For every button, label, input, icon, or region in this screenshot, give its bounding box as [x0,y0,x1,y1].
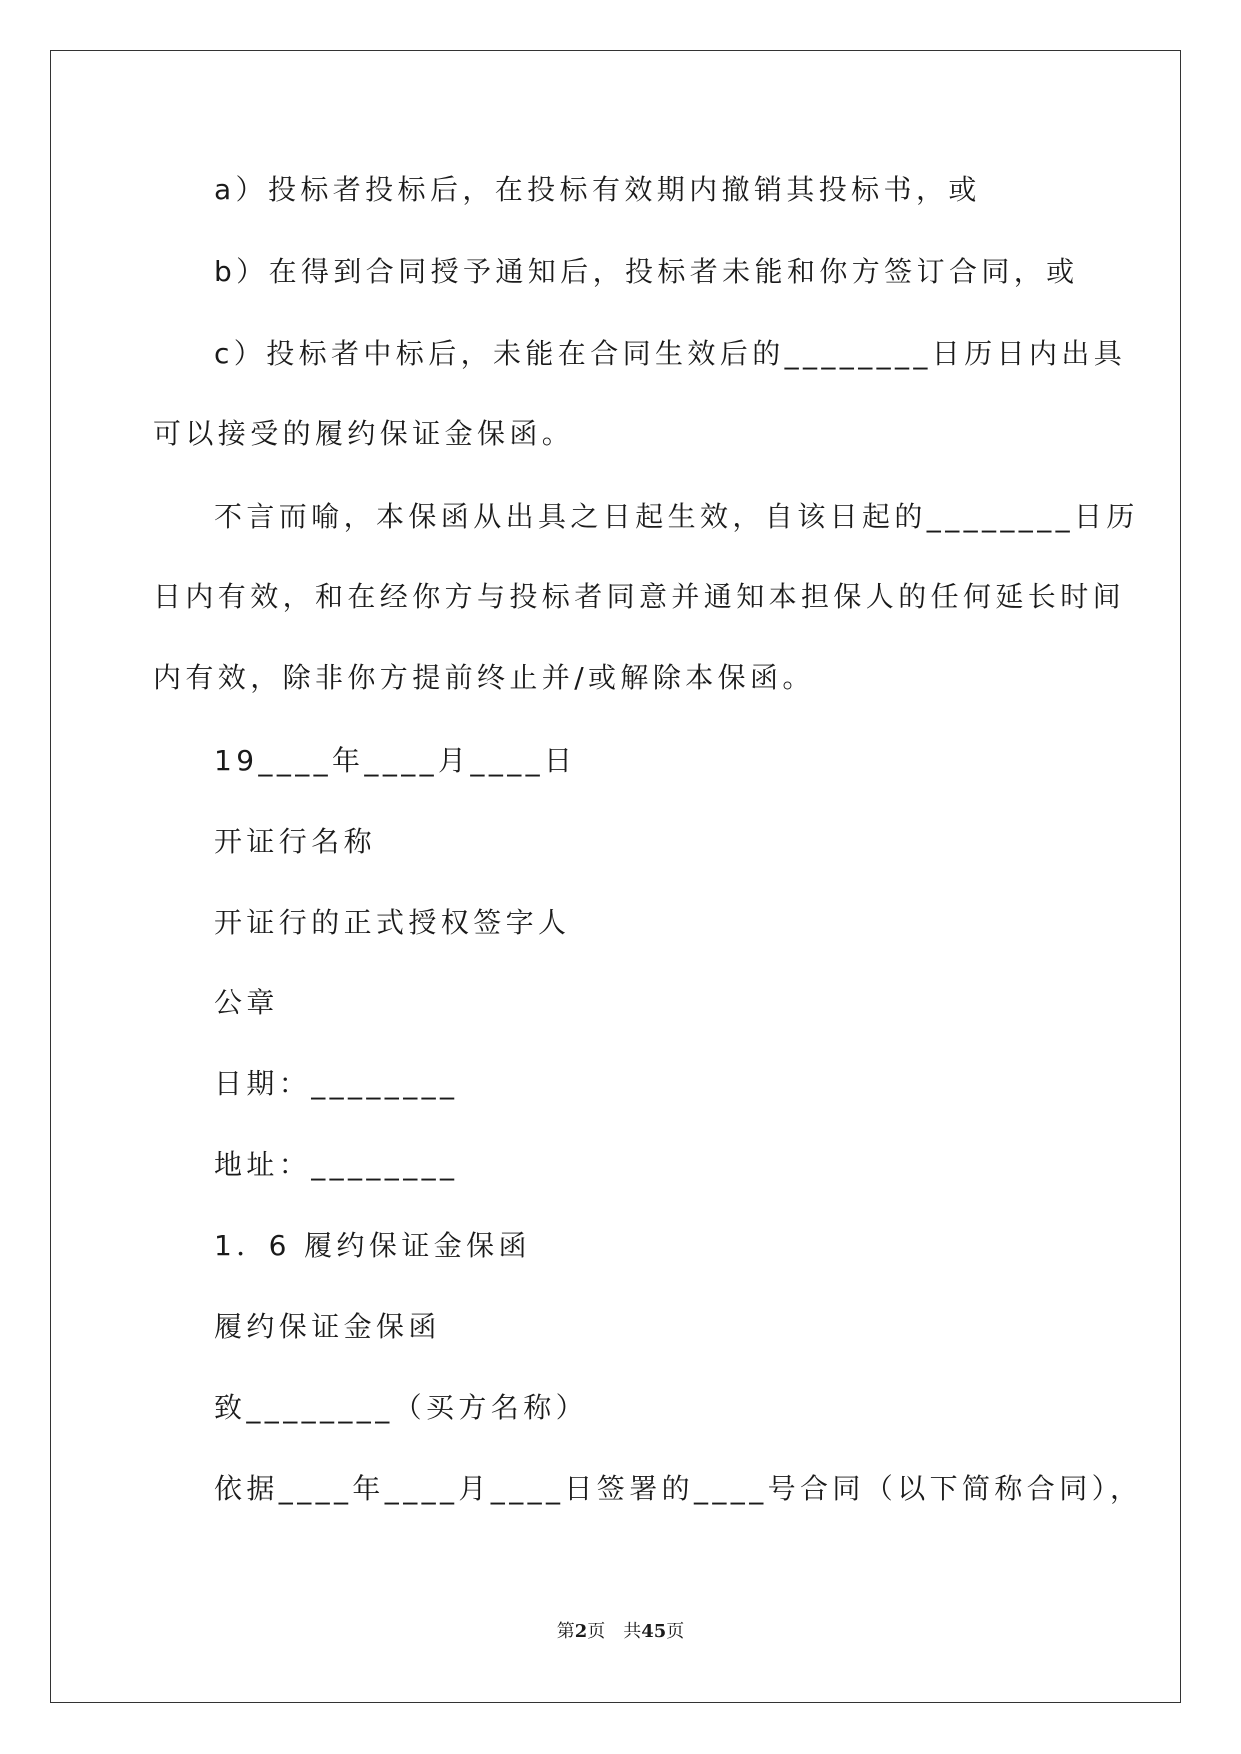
date-field: 日期：________ [214,1067,459,1100]
document-title: 履约保证金保函 [214,1310,441,1343]
addressee-line: 致________（买方名称） [214,1391,589,1424]
footer-page-suffix: 页 [587,1621,606,1642]
footer-total-suffix: 页 [666,1621,685,1642]
page-frame [50,50,1181,1703]
authorized-signatory: 开证行的正式授权签字人 [214,906,571,939]
address-field: 地址：________ [214,1148,459,1181]
contract-reference: 依据____年____月____日签署的____号合同（以下简称合同）， [214,1472,1143,1505]
paragraph-validity-cont-2: 内有效，除非你方提前终止并/或解除本保函。 [153,661,815,694]
official-seal: 公章 [214,986,279,1019]
page-footer [0,1620,1241,1644]
paragraph-clause-c: c）投标者中标后，未能在合同生效后的________日历日内出具 [214,337,1127,370]
footer-prefix: 第 [556,1621,575,1642]
paragraph-validity-cont-1: 日内有效，和在经你方与投标者同意并通知本担保人的任何延长时间 [153,580,1126,613]
date-line: 19____年____月____日 [214,744,577,777]
footer-total-pages: 45 [641,1621,667,1642]
paragraph-clause-b: b）在得到合同授予通知后，投标者未能和你方签订合同，或 [214,255,1079,288]
section-heading: 1．6 履约保证金保函 [214,1229,531,1262]
issuing-bank-name: 开证行名称 [214,825,377,858]
footer-page-number: 2 [574,1621,588,1642]
paragraph-clause-a: a）投标者投标后，在投标有效期内撤销其投标书，或 [214,173,981,206]
footer-total-prefix: 共 [623,1621,642,1642]
paragraph-validity: 不言而喻，本保函从出具之日起生效，自该日起的________日历 [214,500,1139,533]
paragraph-clause-c-cont: 可以接受的履约保证金保函。 [153,417,575,450]
